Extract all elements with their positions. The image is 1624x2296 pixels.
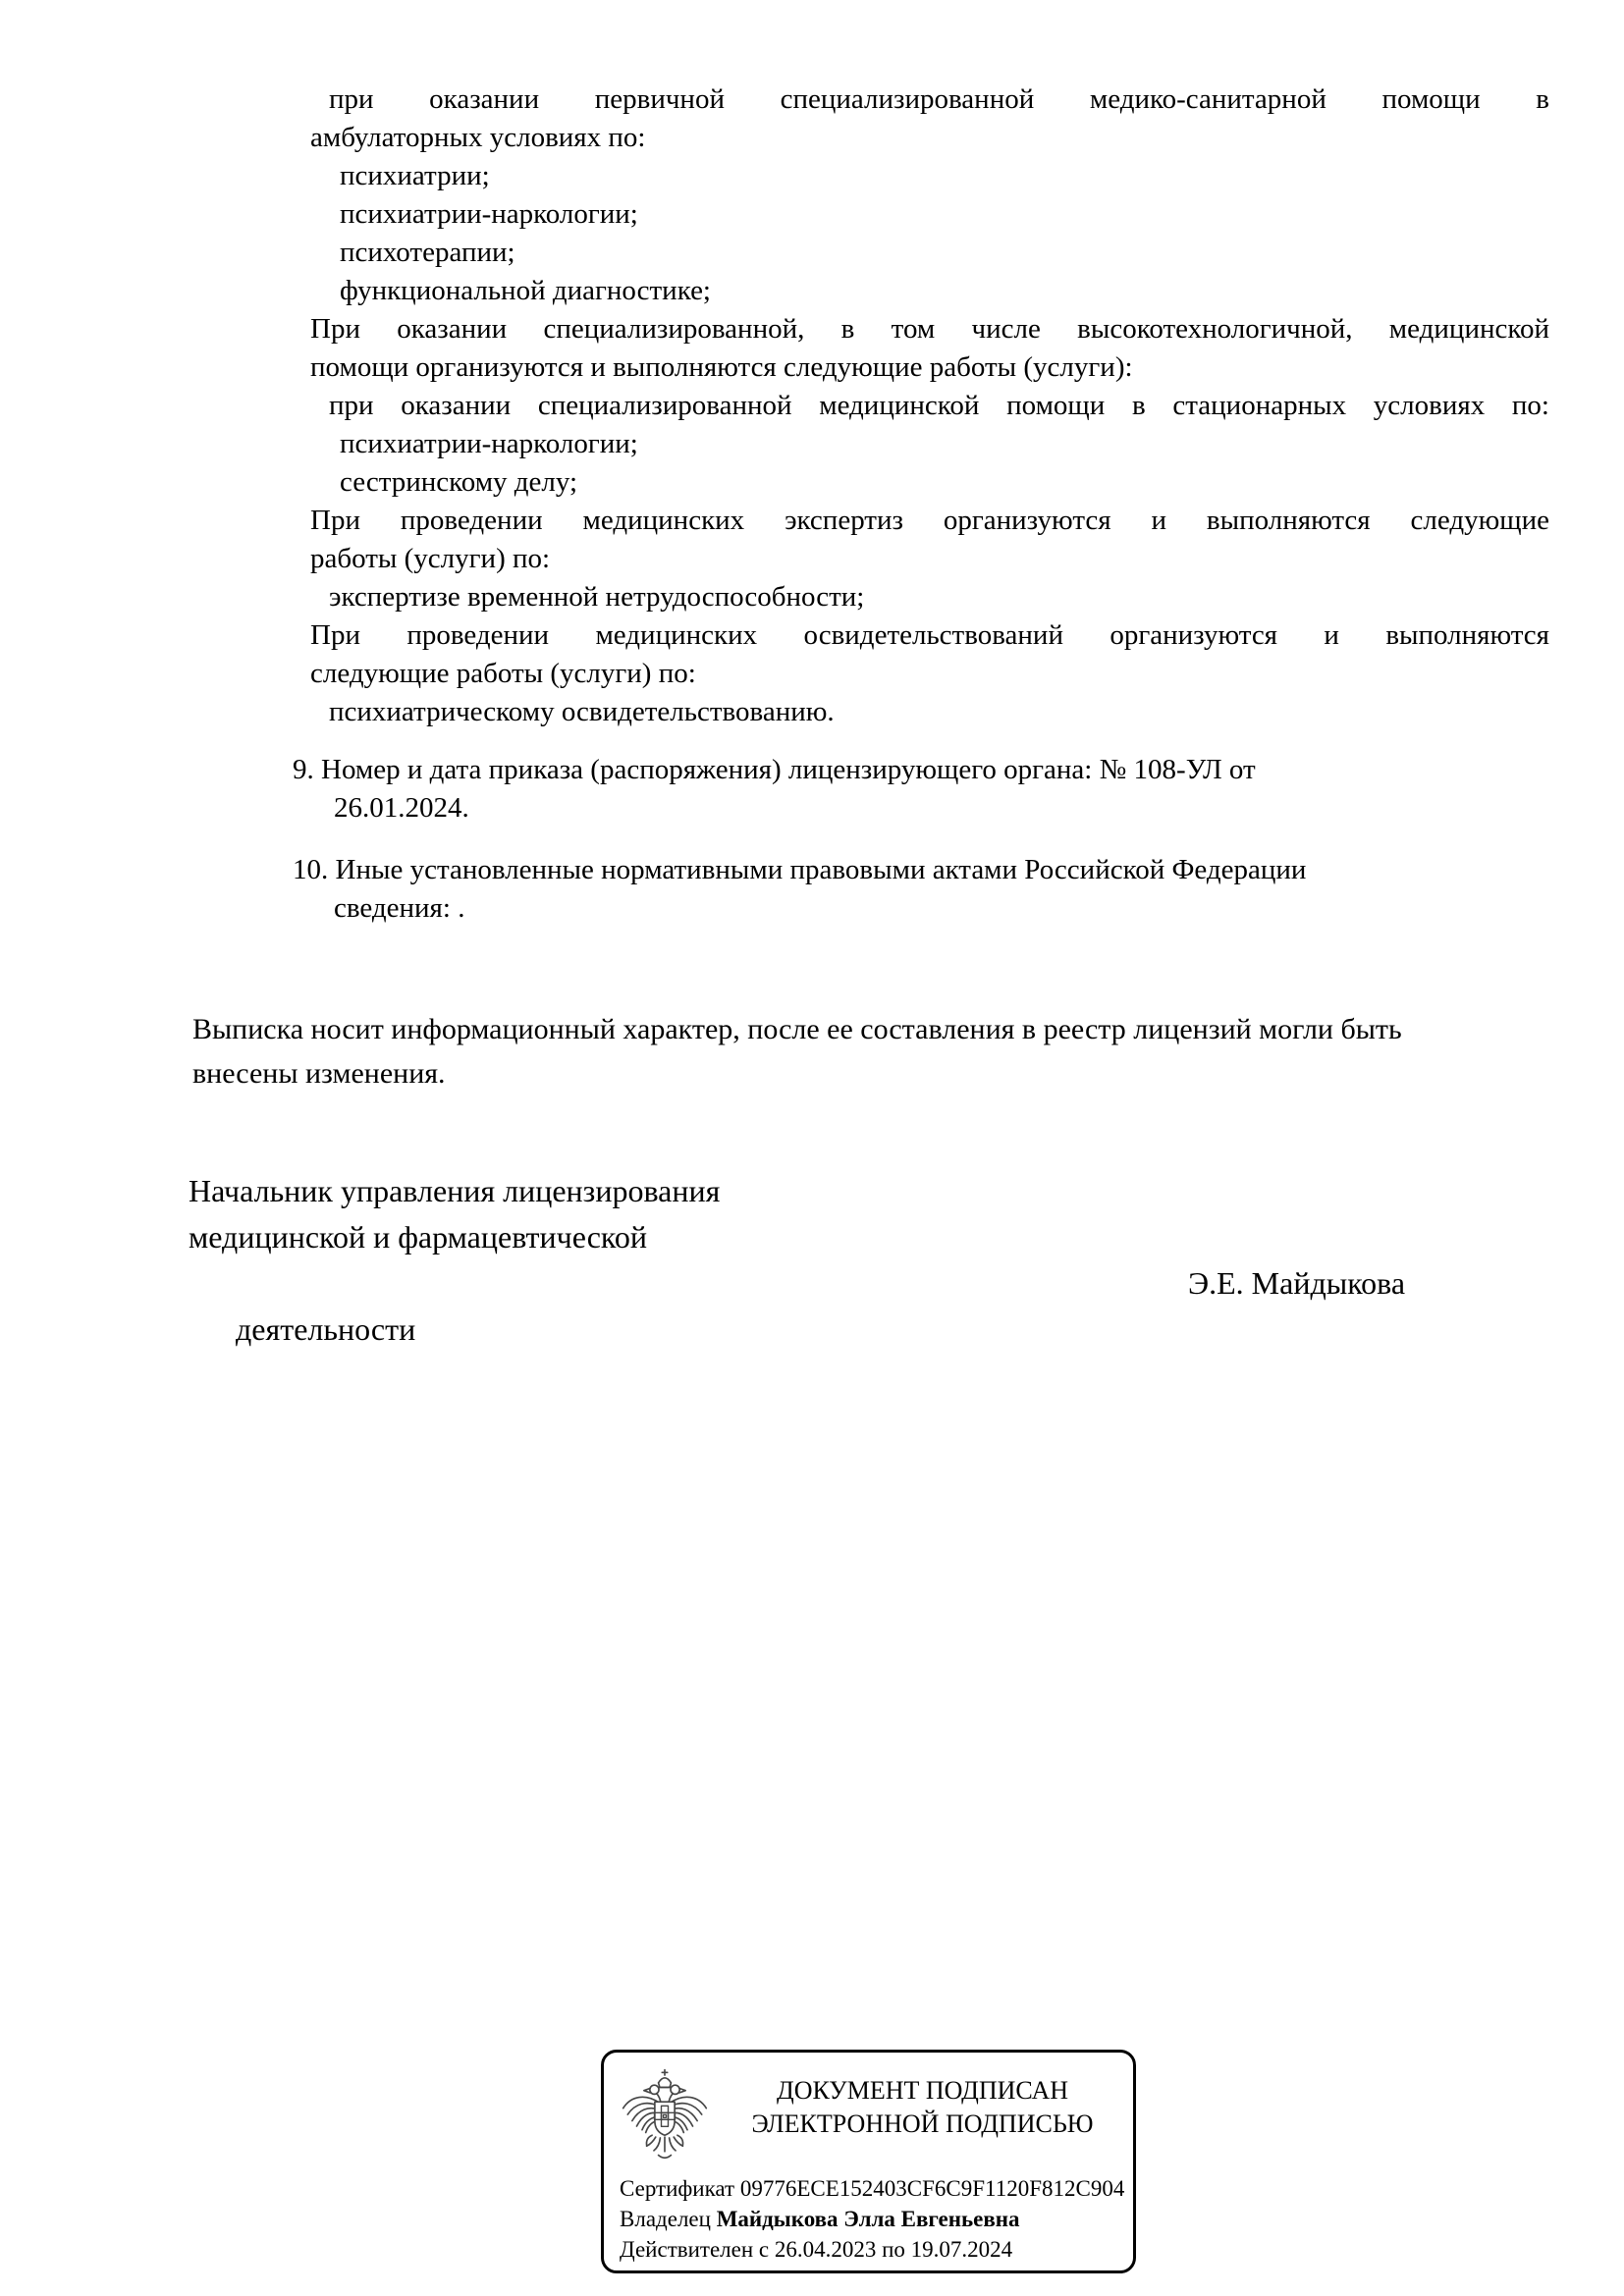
text-line: при оказании первичной специализированной медико-санитарной помощи в [329,83,1549,115]
signatory-title-line: Начальник управления лицензирования [189,1173,721,1208]
signatory-title-line: медицинской и фармацевтической [189,1219,647,1255]
signatory-row [189,1260,1524,1445]
signature-block [189,1168,1524,1445]
text-line: помощи организуются и выполняются следующие работы (услуги): [310,351,1133,383]
text-line: экспертизе временной нетрудоспособности; [329,581,865,613]
signatory-name: Э.Е. Майдыкова [1188,1265,1406,1301]
note-line: Выписка носит информационный характер, после ее составления в реестр лицензий могли быть [192,1013,1402,1045]
owner-label: Владелец [620,2207,711,2231]
text-line: функциональной диагностике; [340,275,711,306]
text-line: амбулаторных условиях по: [310,122,646,153]
text-line: психиатрии; [340,160,490,191]
certificate-line [620,2173,1125,2204]
stamp-title [720,2074,1125,2141]
owner-line [620,2204,1125,2234]
text-line: следующие работы (услуги) по: [310,658,696,689]
text-line: работы (услуги) по: [310,543,551,574]
text-line: психиатрии-наркологии; [340,198,638,230]
note-line: внесены изменения. [192,1057,446,1090]
item-10-line: сведения: . [334,892,465,924]
text-line: при оказании специализированной медицинской помощи в стационарных условиях по: [329,390,1549,421]
roszdravnadzor-eagle-icon [620,2062,710,2168]
owner-name: Майдыкова Элла Евгеньевна [716,2207,1020,2231]
validity-line: Действителен с 26.04.2023 по 19.07.2024 [620,2237,1013,2262]
item-9-line: 9. Номер и дата приказа (распоряжения) лицензирующего органа: № 108-УЛ от [293,754,1256,785]
signatory-title-line: деятельности [236,1311,416,1347]
item-10 [293,851,1549,928]
text-line: психиатрии-наркологии; [340,428,638,459]
text-line: При оказании специализированной, в том числе высокотехнологичной, медицинской [310,313,1549,345]
item-9 [293,751,1549,828]
certificate-value: 09776ECE152403CF6C9F1120F812C904 [739,2176,1125,2201]
stamp-details [620,2173,1125,2265]
text-line: При проведении медицинских освидетельствований организуются и выполняются [310,619,1549,651]
stamp-title-line: ЭЛЕКТРОННОЙ ПОДПИСЬЮ [751,2109,1094,2138]
text-line: психотерапии; [340,237,515,268]
signature-stamp [601,2050,1136,2273]
item-10-line: 10. Иные установленные нормативными правовыми актами Российской Федерации [293,854,1307,885]
text-line: сестринскому делу; [340,466,578,498]
stamp-title-line: ДОКУМЕНТ ПОДПИСАН [776,2076,1069,2105]
main-text-block [293,80,1549,928]
item-9-line: 26.01.2024. [334,792,469,824]
text-line: При проведении медицинских экспертиз организуются и выполняются следующие [310,505,1549,536]
text-line: психиатрическому освидетельствованию. [329,696,835,727]
certificate-label: Сертификат [620,2176,735,2201]
info-note [192,1007,1567,1095]
